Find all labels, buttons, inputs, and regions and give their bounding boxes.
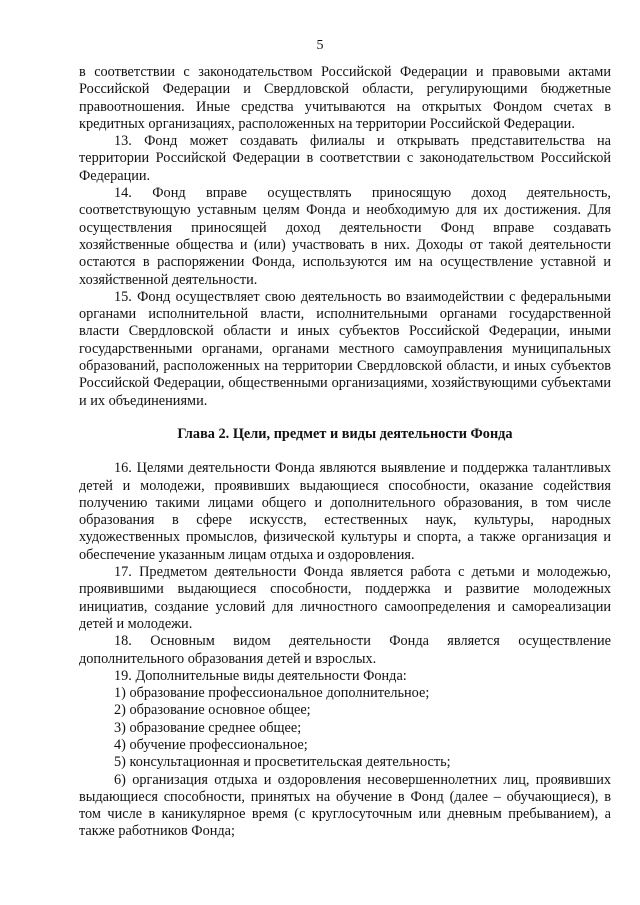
paragraph-15: 15. Фонд осуществляет свою деятельность во взаимодействии с федеральными органами исполнительной власти, исполнительными органами государственной власти Свердловской области и иных субъектов Российской Федерации, иными государственными органами, органами местного самоуправления муниципальных образований, расположенных на территории Свердловской области, и иных субъектов Российской Федерации, общественными организациями, хозяйствующими субъектами и их объединениями. — [79, 288, 611, 409]
list-item-2: 2) образование основное общее; — [114, 702, 311, 719]
page-number: 5 — [316, 38, 324, 53]
paragraph-14: 14. Фонд вправе осуществлять приносящую доход деятельность, соответствующую уставным целям Фонда и необходимую для их достижения. Для осуществления приносящей доход деятельности Фонд вправе создавать хозяйственные общества и (или) участвовать в них. Доходы от такой деятельности остаются в распоряжении Фонда, используются им на осуществление уставной и хозяйственной деятельности. — [79, 185, 611, 288]
paragraph-13: 13. Фонд может создавать филиалы и открывать представительства на территории Российской Федерации в соответствии с законодательством Российской Федерации. — [79, 133, 611, 184]
paragraph-18: 18. Основным видом деятельности Фонда является осуществление дополнительного образования детей и взрослых. — [79, 633, 611, 667]
list-item-1: 1) образование профессиональное дополнительное; — [114, 685, 430, 702]
paragraph-12-continuation: в соответствии с законодательством Российской Федерации и правовыми актами Российской Федерации и Свердловской области, регулирующими бюджетные правоотношения. Иные средства учитываются на открытых Фондом счетах в кредитных организациях, расположенных на территории Российской Федерации. — [79, 64, 611, 132]
paragraph-16: 16. Целями деятельности Фонда являются выявление и поддержка талантливых детей и молодежи, проявивших выдающиеся способности, оказание содействия получению такими лицами общего и дополнительного образования, в том числе образования в сфере искусств, естественных наук, культуры, народных художественных промыслов, физической культуры и спорта, а также организация и обеспечение указанным лицам отдыха и оздоровления. — [79, 460, 611, 563]
list-item-4: 4) обучение профессиональное; — [114, 736, 308, 753]
list-item-5: 5) консультационная и просветительская деятельность; — [114, 754, 451, 771]
chapter-2-title: Глава 2. Цели, предмет и виды деятельности Фонда — [177, 425, 513, 442]
paragraph-17: 17. Предметом деятельности Фонда является работа с детьми и молодежью, проявившими выдающиеся способности, поддержка и развитие молодежных инициатив, создание условий для личностного самоопределения и самореализации детей и молодежи. — [79, 564, 611, 632]
list-item-6: 6) организация отдыха и оздоровления несовершеннолетних лиц, проявивших выдающиеся способности, принятых на обучение в Фонд (далее – обучающиеся), в том числе в каникулярное время (с круглосуточным или дневным пребыванием), а также работников Фонда; — [79, 771, 611, 840]
paragraph-19: 19. Дополнительные виды деятельности Фонда: — [114, 667, 407, 684]
list-item-3: 3) образование среднее общее; — [114, 719, 302, 736]
document-body — [79, 64, 611, 841]
